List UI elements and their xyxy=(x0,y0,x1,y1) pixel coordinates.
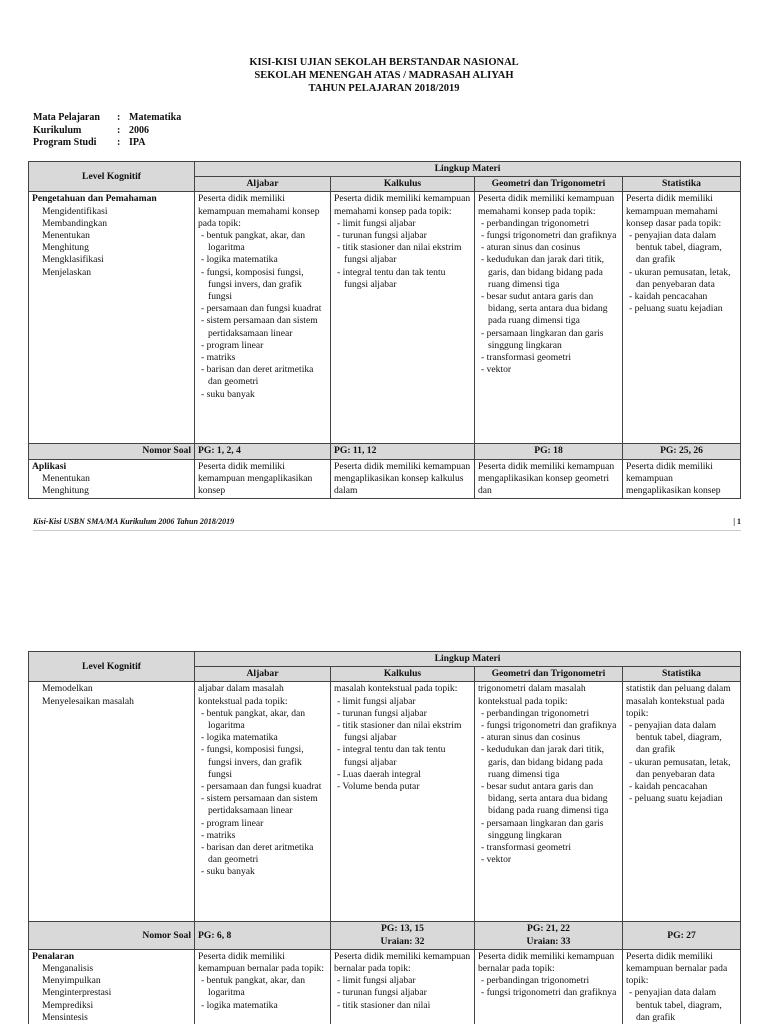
page-number: | 1 xyxy=(733,517,741,526)
kisi-table-page-1 xyxy=(28,161,741,499)
kalkulus-cell xyxy=(331,682,475,922)
aplikasi-items xyxy=(32,473,191,497)
topic-item: - limit fungsi aljabar xyxy=(334,975,471,987)
geometri-topics xyxy=(478,218,619,377)
topic-item: - penyajian data dalam bentuk tabel, diagram, dan grafik xyxy=(626,987,737,1024)
level-items xyxy=(32,683,191,707)
topic-item: - ukuran pemusatan, letak, dan penyebaran data xyxy=(626,757,737,781)
topic-item: - limit fungsi aljabar xyxy=(334,696,471,708)
penalaran-geometri xyxy=(475,949,623,1024)
meta-value: 2006 xyxy=(129,124,149,136)
level-item: Menyimpulkan xyxy=(42,975,101,987)
topic-item: - integral tentu dan tak tentu fungsi aljabar xyxy=(334,267,471,291)
topic-item: - fungsi trigonometri dan grafiknya xyxy=(478,987,619,999)
level-item: Memprediksi xyxy=(42,999,94,1011)
geometri-cell xyxy=(475,682,623,922)
pg-aljabar: PG: 6, 8 xyxy=(195,922,331,949)
meta-value: IPA xyxy=(129,137,146,148)
level-item: Menghitung xyxy=(42,485,89,497)
topic-item: - integral tentu dan tak tentu fungsi aljabar xyxy=(334,744,471,768)
aljabar-topics xyxy=(198,708,327,879)
aljabar-topics xyxy=(198,230,327,401)
header-lingkup-materi: Lingkup Materi xyxy=(195,162,741,177)
kalkulus-topics xyxy=(334,218,471,291)
topic-item: - barisan dan deret aritmetika dan geometri xyxy=(198,842,327,866)
penalaran-kalkulus xyxy=(331,949,475,1024)
topic-item: - titik stasioner dan nilai ekstrim fungsi aljabar xyxy=(334,242,471,266)
kisi-table-page-2 xyxy=(28,651,741,1024)
topic-item: - penyajian data dalam bentuk tabel, diagram, dan grafik xyxy=(626,720,737,757)
header-statistika: Statistika xyxy=(623,177,741,192)
level-cell-penalaran xyxy=(29,949,195,1024)
geometri-intro: trigonometri dalam masalah kontekstual pada topik: xyxy=(478,683,586,707)
pg-aljabar: PG: 1, 2, 4 xyxy=(195,444,331,459)
meta-row-program: Program Studi : IPA xyxy=(33,137,146,148)
topic-item: - penyajian data dalam bentuk tabel, diagram, dan grafik xyxy=(626,230,737,267)
level-title: Pengetahuan dan Pemahaman xyxy=(32,193,157,205)
topic-item: - Luas daerah integral xyxy=(334,769,471,781)
pg-kalkulus xyxy=(331,922,475,949)
statistika-topics xyxy=(626,230,737,315)
statistika-cell xyxy=(623,192,741,444)
topic-item: - vektor xyxy=(478,854,619,866)
header-kalkulus: Kalkulus xyxy=(331,667,475,682)
level-item: Memodelkan xyxy=(42,683,93,695)
pg-geometri: PG: 18 xyxy=(475,444,623,459)
kalkulus-topics xyxy=(334,696,471,794)
meta-row-curriculum: Kurikulum : 2006 xyxy=(33,124,149,136)
topic-item: - fungsi trigonometri dan grafiknya xyxy=(478,720,619,732)
topic-item: - perbandingan trigonometri xyxy=(478,708,619,720)
header-aljabar: Aljabar xyxy=(195,177,331,192)
topic-item: - perbandingan trigonometri xyxy=(478,975,619,987)
penalaran-aljabar-intro: Peserta didik memiliki kemampuan bernalar pada topik: xyxy=(198,950,325,975)
title-line-1: KISI-KISI UJIAN SEKOLAH BERSTANDAR NASIONAL xyxy=(249,57,519,68)
footer-rule xyxy=(33,530,741,531)
topic-item: - transformasi geometri xyxy=(478,842,619,854)
header-kalkulus: Kalkulus xyxy=(331,177,475,192)
topic-item: - sistem persamaan dan sistem pertidaksamaan linear xyxy=(198,315,327,339)
footer-text: Kisi-Kisi USBN SMA/MA Kurikulum 2006 Tahun 2018/2019 xyxy=(33,517,235,526)
header-aljabar: Aljabar xyxy=(195,667,331,682)
topic-item: - persamaan dan fungsi kuadrat xyxy=(198,303,327,315)
aljabar-intro: Peserta didik memiliki kemampuan memahami konsep pada topik: xyxy=(198,193,320,229)
statistika-intro: Peserta didik memiliki kemampuan memahami konsep dasar pada topik: xyxy=(626,193,722,229)
statistika-cell xyxy=(623,682,741,922)
pg-statistika: PG: 25, 26 xyxy=(623,444,741,459)
topic-item: - bentuk pangkat, akar, dan logaritma xyxy=(198,230,327,254)
aplikasi-geometri: Peserta didik memiliki kemampuan mengaplikasikan konsep geometri dan xyxy=(475,459,623,499)
level-title-penalaran: Penalaran xyxy=(32,950,75,962)
topic-item: - program linear xyxy=(198,340,327,352)
document-page-2 xyxy=(0,640,768,1024)
level-item: Menganalisis xyxy=(42,963,94,975)
nomor-soal-label: Nomor Soal xyxy=(29,444,195,459)
penalaran-kalkulus-intro: Peserta didik memiliki kemampuan bernalar pada topik: xyxy=(334,950,471,975)
topic-item: - bentuk pangkat, akar, dan logaritma xyxy=(198,708,327,732)
level-item: Mensintesis xyxy=(42,1011,88,1023)
topic-item: - fungsi trigonometri dan grafiknya xyxy=(478,230,619,242)
penalaran-aljabar xyxy=(195,949,331,1024)
statistika-topics xyxy=(626,720,737,805)
aljabar-cell xyxy=(195,682,331,922)
topic-item: - turunan fungsi aljabar xyxy=(334,987,471,999)
topic-item: - aturan sinus dan cosinus xyxy=(478,242,619,254)
topic-item: - ukuran pemusatan, letak, dan penyebaran data xyxy=(626,267,737,291)
meta-key: Kurikulum xyxy=(33,124,82,136)
header-level-kognitif: Level Kognitif xyxy=(29,162,195,192)
aplikasi-aljabar: Peserta didik memiliki kemampuan mengaplikasikan konsep xyxy=(195,459,331,499)
level-title-aplikasi: Aplikasi xyxy=(32,460,67,472)
level-item: Menyelesaikan masalah xyxy=(42,695,134,707)
level-cell-aplikasi xyxy=(29,459,195,499)
topic-item: - kaidah pencacahan xyxy=(626,781,737,793)
topic-item: - barisan dan deret aritmetika dan geometri xyxy=(198,364,327,388)
pg-statistika: PG: 27 xyxy=(623,922,741,949)
topic-item: - turunan fungsi aljabar xyxy=(334,230,471,242)
uraian-geometri-line: Uraian: 33 xyxy=(526,935,571,947)
topic-item: - persamaan lingkaran dan garis singgung lingkaran xyxy=(478,328,619,352)
penalaran-geometri-intro: Peserta didik memiliki kemampuan bernalar pada topik: xyxy=(478,950,615,975)
page-footer xyxy=(33,517,741,526)
topic-item: - transformasi geometri xyxy=(478,352,619,364)
topic-item: - turunan fungsi aljabar xyxy=(334,708,471,720)
topic-item: - fungsi, komposisi fungsi, fungsi invers, dan grafik fungsi xyxy=(198,267,327,304)
kalkulus-intro: Peserta didik memiliki kemampuan memahami konsep pada topik: xyxy=(334,193,471,217)
pg-kalkulus-line: PG: 13, 15 xyxy=(381,923,424,935)
topic-item: - peluang suatu kejadian xyxy=(626,793,737,805)
header-lingkup-materi: Lingkup Materi xyxy=(195,652,741,667)
topic-item: - sistem persamaan dan sistem pertidaksamaan linear xyxy=(198,793,327,817)
document-title xyxy=(0,56,768,95)
penalaran-items xyxy=(32,963,191,1024)
topic-item: - program linear xyxy=(198,818,327,830)
topic-item: - Volume benda putar xyxy=(334,781,471,793)
topic-item: - matriks xyxy=(198,352,327,364)
topic-item: - persamaan dan fungsi kuadrat xyxy=(198,781,327,793)
topic-item: - vektor xyxy=(478,364,619,376)
topic-item: - perbandingan trigonometri xyxy=(478,218,619,230)
penalaran-kalkulus-topics xyxy=(334,975,471,1012)
level-item: Menghitung xyxy=(42,242,89,254)
geometri-intro: Peserta didik memiliki kemampuan memahami konsep pada topik: xyxy=(478,193,615,217)
level-item: Mengklasifikasi xyxy=(42,254,104,266)
level-item: Menginterprestasi xyxy=(42,987,112,999)
title-line-3: TAHUN PELAJARAN 2018/2019 xyxy=(308,83,460,94)
kalkulus-intro: masalah kontekstual pada topik: xyxy=(334,683,458,695)
kalkulus-cell xyxy=(331,192,475,444)
header-geometri: Geometri dan Trigonometri xyxy=(475,177,623,192)
aljabar-intro: aljabar dalam masalah kontekstual pada topik: xyxy=(198,683,288,707)
level-items xyxy=(32,206,191,279)
penalaran-geometri-topics xyxy=(478,975,619,999)
aplikasi-kalkulus: Peserta didik memiliki kemampuan mengaplikasikan konsep kalkulus dalam xyxy=(331,459,475,499)
meta-value: Matematika xyxy=(129,112,182,123)
topic-item: - titik stasioner dan nilai xyxy=(334,1000,471,1012)
meta-row-subject: Mata Pelajaran : Matematika xyxy=(33,112,182,123)
penalaran-statistika-intro: Peserta didik memiliki kemampuan bernalar pada topik: xyxy=(626,950,728,987)
pg-geometri xyxy=(475,922,623,949)
document-meta xyxy=(33,112,181,150)
topic-item: - suku banyak xyxy=(198,389,327,401)
meta-key: Mata Pelajaran xyxy=(33,112,100,123)
aljabar-cell xyxy=(195,192,331,444)
level-item: Menentukan xyxy=(42,230,90,242)
meta-key: Program Studi xyxy=(33,137,97,148)
level-item: Menjelaskan xyxy=(42,266,92,278)
topic-item: - aturan sinus dan cosinus xyxy=(478,732,619,744)
topic-item: - kedudukan dan jarak dari titik, garis, dan bidang bidang pada ruang dimensi tiga xyxy=(478,254,619,291)
level-item: Mengidentifikasi xyxy=(42,205,108,217)
header-statistika: Statistika xyxy=(623,667,741,682)
statistika-intro: statistik dan peluang dalam masalah kontekstual pada topik: xyxy=(626,683,731,719)
title-line-2: SEKOLAH MENENGAH ATAS / MADRASAH ALIYAH xyxy=(254,70,514,81)
topic-item: - logika matematika xyxy=(198,1000,327,1012)
topic-item: - logika matematika xyxy=(198,732,327,744)
level-cell xyxy=(29,682,195,922)
aplikasi-statistika: Peserta didik memiliki kemampuan mengaplikasikan konsep xyxy=(623,459,741,499)
topic-item: - besar sudut antara garis dan bidang, serta antara dua bidang pada ruang dimensi tiga xyxy=(478,291,619,328)
header-level-kognitif: Level Kognitif xyxy=(29,652,195,682)
pg-geometri-line: PG: 21, 22 xyxy=(527,923,570,935)
topic-item: - logika matematika xyxy=(198,254,327,266)
geometri-cell xyxy=(475,192,623,444)
topic-item: - kaidah pencacahan xyxy=(626,291,737,303)
topic-item: - peluang suatu kejadian xyxy=(626,303,737,315)
geometri-topics xyxy=(478,708,619,867)
pg-kalkulus: PG: 11, 12 xyxy=(331,444,475,459)
penalaran-statistika xyxy=(623,949,741,1024)
level-item: Membandingkan xyxy=(42,217,108,229)
topic-item: - bentuk pangkat, akar, dan logaritma xyxy=(198,975,327,999)
penalaran-statistika-topics xyxy=(626,987,737,1024)
level-item: Menentukan xyxy=(42,472,90,484)
topic-item: - suku banyak xyxy=(198,866,327,878)
uraian-kalkulus-line: Uraian: 32 xyxy=(380,935,425,947)
penalaran-aljabar-topics xyxy=(198,975,327,1012)
topic-item: - besar sudut antara garis dan bidang, serta antara dua bidang bidang pada ruang dimensi tiga xyxy=(478,781,619,818)
topic-item: - kedudukan dan jarak dari titik, garis, dan bidang bidang pada ruang dimensi tiga xyxy=(478,744,619,781)
topic-item: - titik stasioner dan nilai ekstrim fungsi aljabar xyxy=(334,720,471,744)
header-geometri: Geometri dan Trigonometri xyxy=(475,667,623,682)
topic-item: - matriks xyxy=(198,830,327,842)
level-cell xyxy=(29,192,195,444)
topic-item: - limit fungsi aljabar xyxy=(334,218,471,230)
topic-item: - persamaan lingkaran dan garis singgung lingkaran xyxy=(478,818,619,842)
topic-item: - fungsi, komposisi fungsi, fungsi invers, dan grafik fungsi xyxy=(198,744,327,781)
nomor-soal-label: Nomor Soal xyxy=(29,922,195,949)
